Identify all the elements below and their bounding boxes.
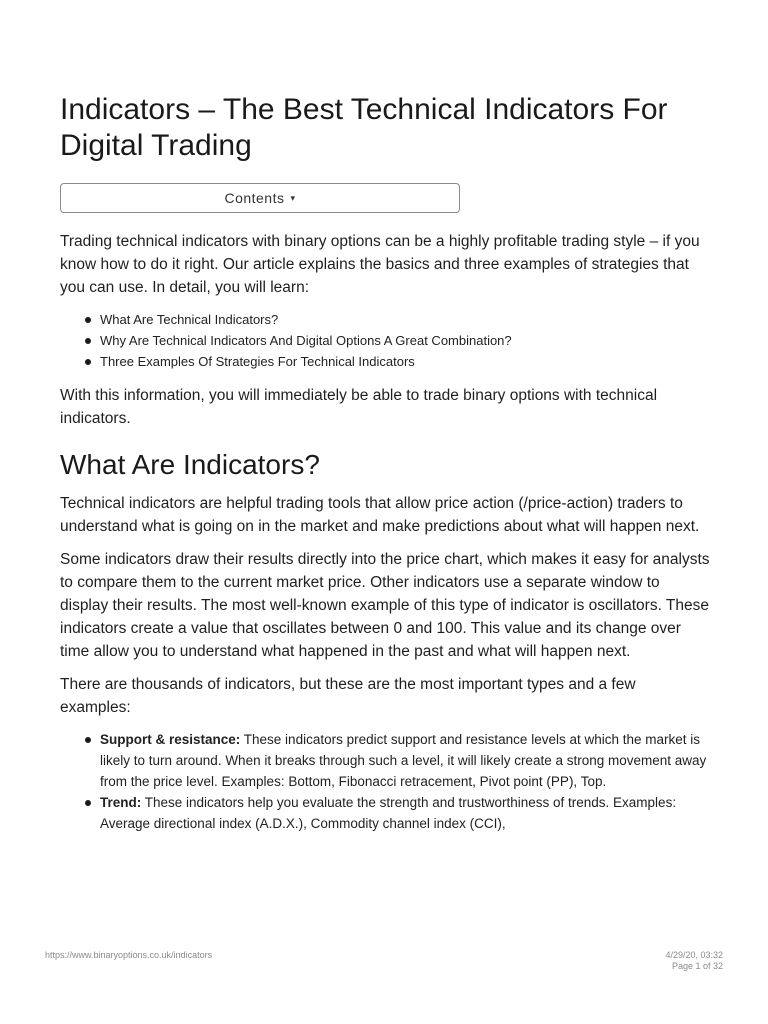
intro-closing-paragraph: With this information, you will immediately be able to trade binary options with technical indicators.	[60, 387, 658, 427]
caret-down-icon: ▾	[290, 192, 296, 203]
intro-bullet: What Are Technical Indicators?	[100, 309, 710, 330]
indicator-types-list	[60, 729, 710, 834]
section-paragraph-1: Technical indicators are helpful trading tools that allow price action (/price-action) traders to understand what is going on in the market and make predictions about what will happen next.	[60, 495, 700, 535]
section-heading: What Are Indicators?	[60, 449, 320, 480]
contents-label: Contents	[224, 190, 285, 206]
footer-datetime: 4/29/20, 03:32	[665, 950, 723, 960]
article-body	[60, 230, 710, 846]
contents-toggle[interactable]	[60, 183, 460, 213]
indicator-type-label: Support & resistance:	[100, 732, 241, 747]
intro-bullet-list	[60, 309, 710, 372]
section-paragraph-2: Some indicators draw their results directly into the price chart, which makes it easy for analysts to compare them to the current market price. Other indicators use a separate window to display their results. The most well-known example of this type of indicator is oscillators. These indicators create a value that oscillates between 0 and 100. This value and its change over time allow you to understand what happened in the past and what will happen next.	[60, 551, 710, 660]
indicator-type-item	[100, 729, 710, 792]
intro-bullet: Why Are Technical Indicators And Digital Options A Great Combination?	[100, 330, 710, 351]
section-paragraph-3: There are thousands of indicators, but these are the most important types and a few examples:	[60, 676, 636, 716]
intro-bullet: Three Examples Of Strategies For Technical Indicators	[100, 351, 710, 372]
footer-url: https://www.binaryoptions.co.uk/indicators	[45, 950, 213, 960]
footer-page-number: Page 1 of 32	[671, 961, 723, 971]
indicator-type-text: These indicators help you evaluate the strength and trustworthiness of trends. Examples: Average directional index (A.D.X.), Commodity channel index (CCI),	[100, 795, 677, 831]
indicator-type-item	[100, 792, 710, 834]
page-title: Indicators – The Best Technical Indicators For Digital Trading	[60, 93, 668, 162]
indicator-type-text: These indicators predict support and resistance levels at which the market is likely to turn around. When it breaks through such a level, it will likely create a strong movement away from the price level. Examples: Bottom, Fibonacci retracement, Pivot point (PP), Top.	[100, 732, 707, 789]
intro-paragraph: Trading technical indicators with binary options can be a highly profitable trading style – if you know how to do it right. Our article explains the basics and three examples of strategies that you can use. In detail, you will learn:	[60, 233, 700, 296]
indicator-type-label: Trend:	[100, 795, 142, 810]
footer-meta	[665, 950, 723, 972]
